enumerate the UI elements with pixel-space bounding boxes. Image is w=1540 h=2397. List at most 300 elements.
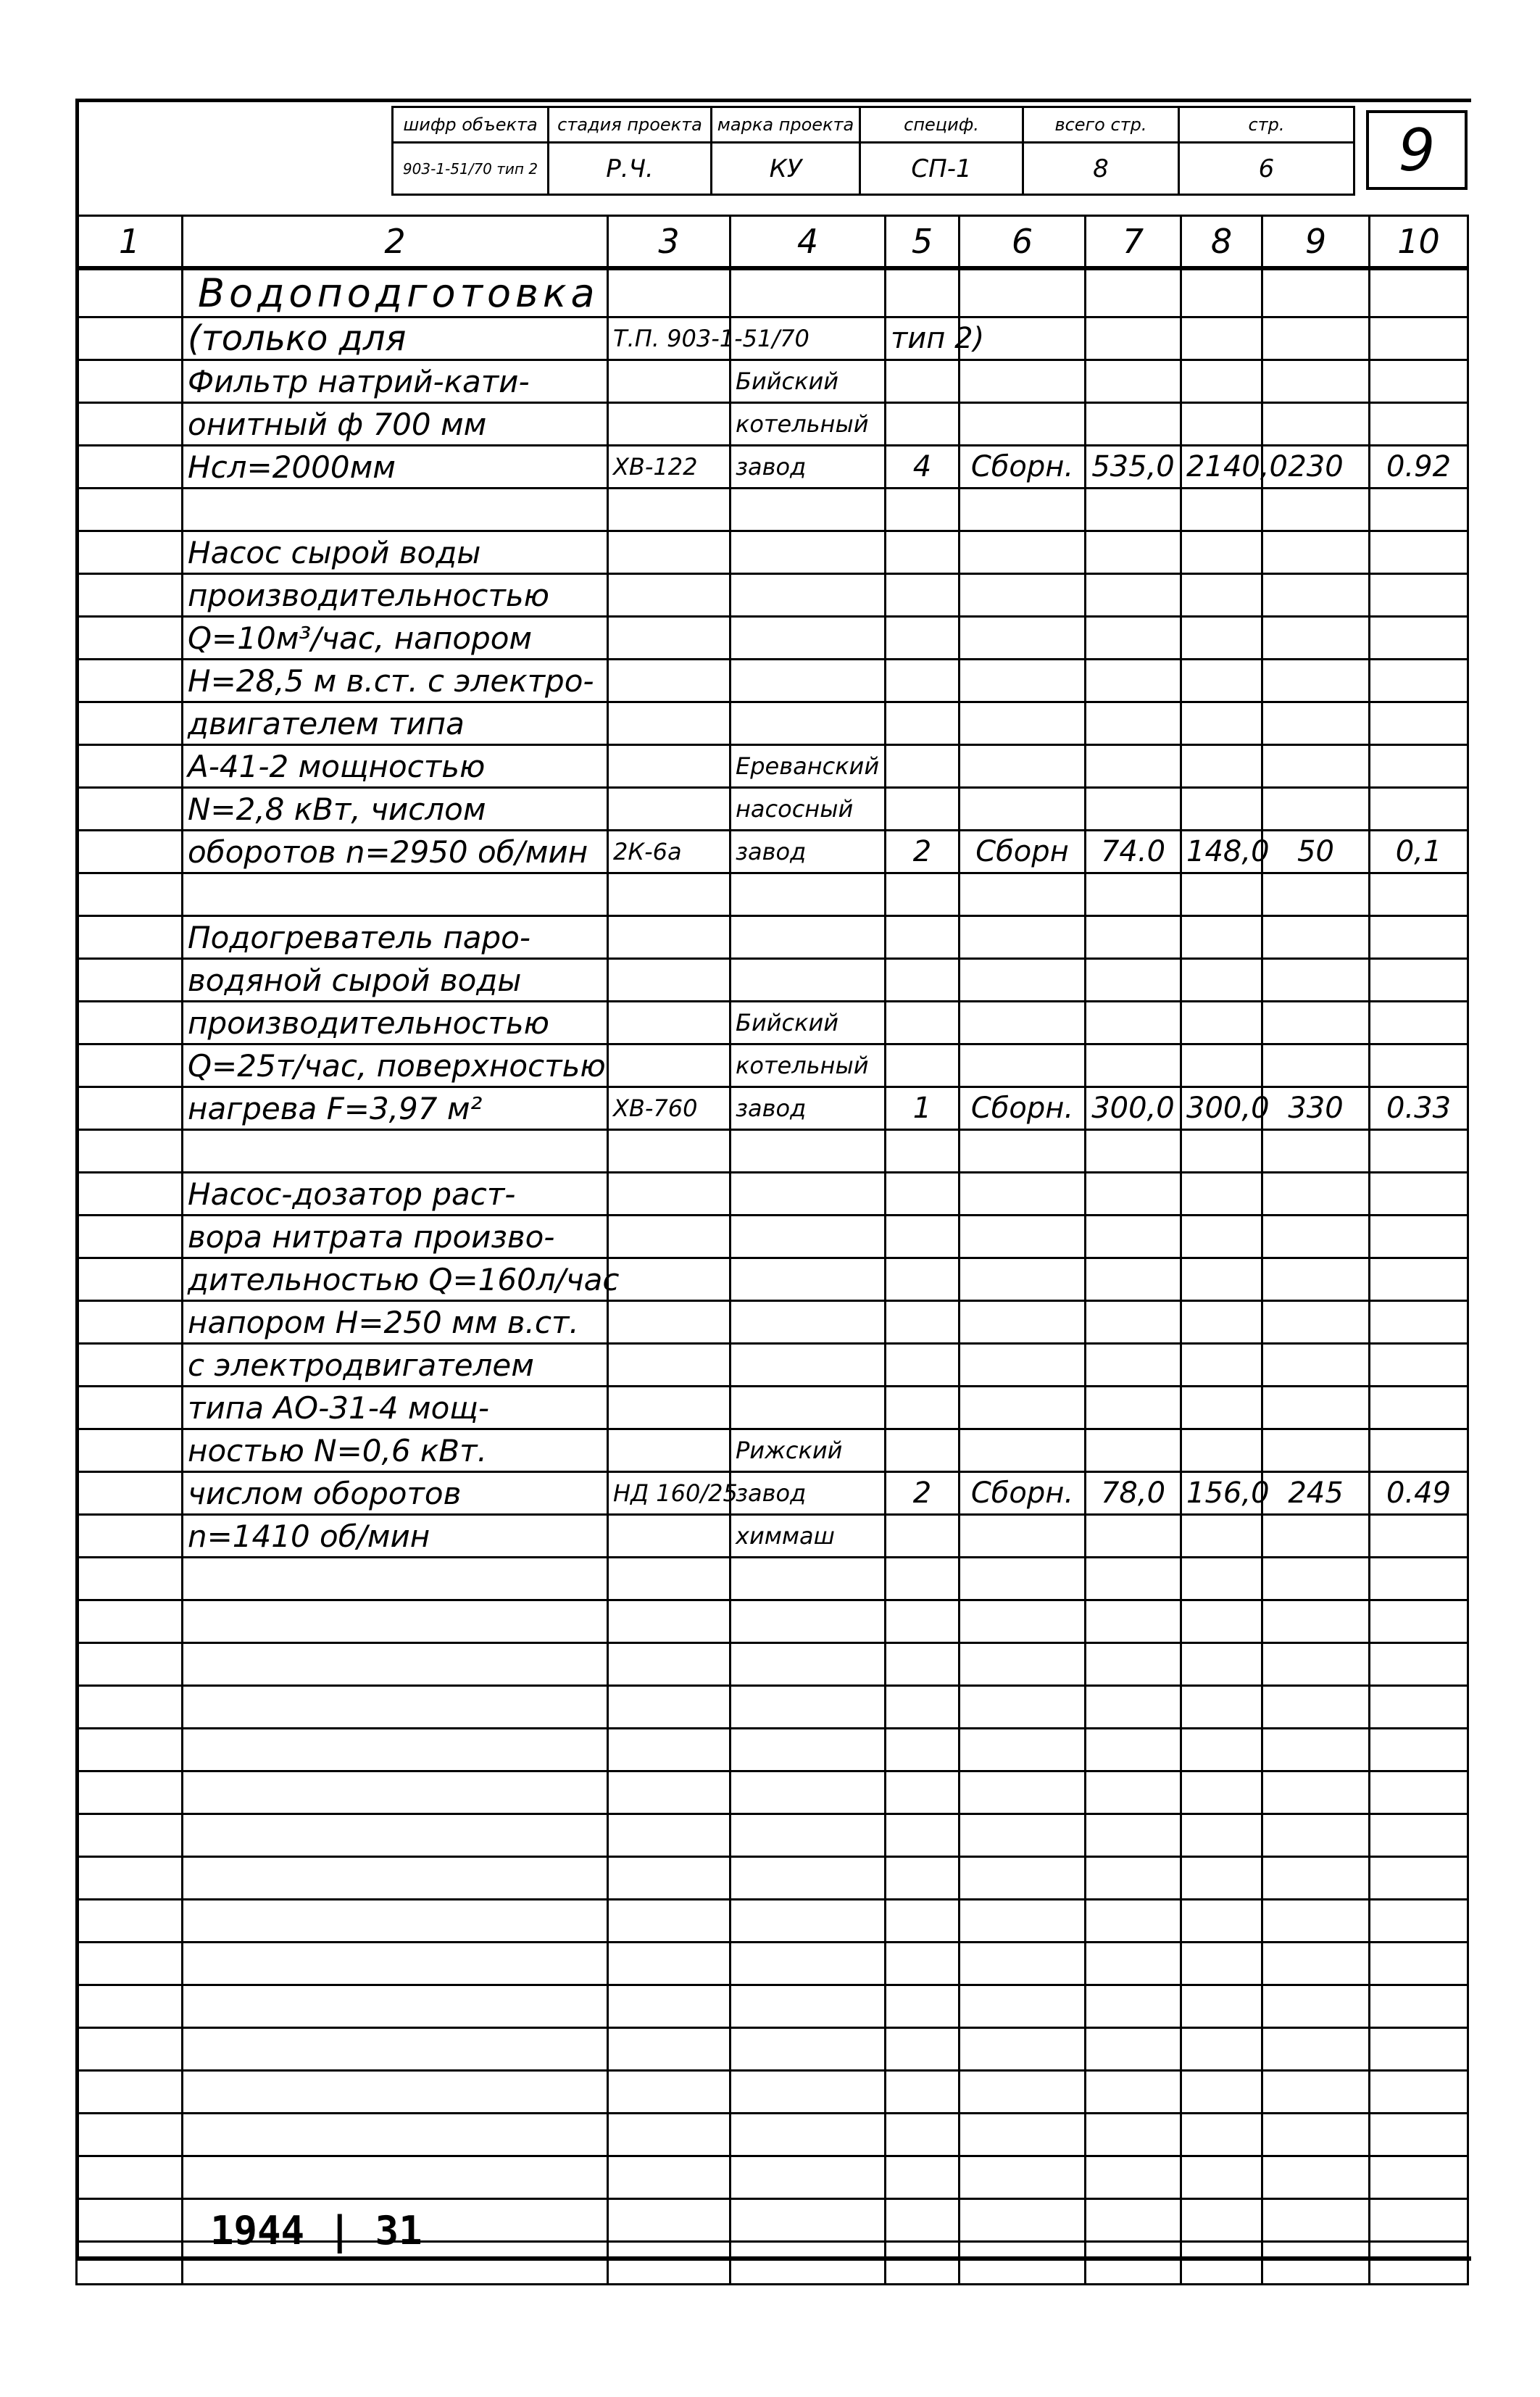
table-cell <box>1181 1173 1262 1216</box>
table-cell: оборотов n=2950 об/мин <box>183 831 608 873</box>
table-cell <box>1086 873 1181 916</box>
table-cell <box>1086 1558 1181 1600</box>
table-cell <box>1262 1002 1370 1044</box>
table-cell <box>1181 1729 1262 1771</box>
table-cell: 535,0 <box>1086 446 1181 489</box>
table-cell <box>1370 360 1468 403</box>
table-cell: 230 <box>1262 446 1370 489</box>
table-cell <box>960 1686 1086 1729</box>
table-cell <box>1086 2114 1181 2156</box>
table-cell <box>731 1643 886 1686</box>
table-cell <box>731 2242 886 2285</box>
table-cell <box>1370 1515 1468 1558</box>
table-cell <box>183 1130 608 1173</box>
table-cell <box>1262 2071 1370 2114</box>
table-cell <box>1181 1900 1262 1943</box>
table-cell: n=1410 об/мин <box>183 1515 608 1558</box>
specification-table <box>75 215 1469 2285</box>
table-cell <box>1086 574 1181 617</box>
table-cell <box>1181 1686 1262 1729</box>
table-cell <box>1181 2028 1262 2071</box>
table-cell <box>886 745 960 788</box>
table-cell <box>1262 1643 1370 1686</box>
table-cell: ХВ-760 <box>608 1087 731 1130</box>
table-cell <box>1086 2242 1181 2285</box>
table-cell <box>960 1002 1086 1044</box>
table-cell <box>886 1729 960 1771</box>
table-cell: Н=28,5 м в.ст. с электро- <box>183 660 608 702</box>
table-cell <box>77 1344 183 1387</box>
table-cell: ностью N=0,6 кВт. <box>183 1429 608 1472</box>
table-cell <box>1181 317 1262 360</box>
table-cell <box>77 2199 183 2242</box>
table-cell: Насос сырой воды <box>183 531 608 574</box>
table-cell: нагрева F=3,97 м² <box>183 1087 608 1130</box>
table-cell <box>886 2114 960 2156</box>
table-cell: 300,0 <box>1181 1087 1262 1130</box>
column-header: 8 <box>1181 216 1262 269</box>
table-cell <box>1370 1173 1468 1216</box>
table-cell <box>1181 788 1262 831</box>
table-cell <box>77 1087 183 1130</box>
table-cell <box>1086 1600 1181 1643</box>
table-cell <box>77 1643 183 1686</box>
table-cell <box>1086 1643 1181 1686</box>
table-cell <box>1181 2156 1262 2199</box>
table-cell <box>1262 1771 1370 1814</box>
table-cell <box>960 1515 1086 1558</box>
table-cell <box>183 873 608 916</box>
table-cell <box>886 1301 960 1344</box>
table-cell <box>1086 745 1181 788</box>
table-row <box>77 317 1468 360</box>
table-cell <box>1262 360 1370 403</box>
table-cell <box>77 1771 183 1814</box>
table-cell <box>1370 916 1468 959</box>
table-cell <box>1262 2114 1370 2156</box>
table-cell <box>608 1258 731 1301</box>
table-row <box>77 1344 1468 1387</box>
table-cell <box>960 1857 1086 1900</box>
table-cell <box>1262 617 1370 660</box>
table-cell: (только для <box>183 317 608 360</box>
table-cell <box>1181 1002 1262 1044</box>
table-cell <box>1086 1216 1181 1258</box>
column-header: 2 <box>183 216 608 269</box>
table-cell <box>886 788 960 831</box>
table-cell <box>1181 2071 1262 2114</box>
table-cell <box>886 1771 960 1814</box>
blank-row <box>77 1857 1468 1900</box>
table-cell <box>77 2242 183 2285</box>
table-cell <box>1262 1301 1370 1344</box>
blank-row <box>77 1558 1468 1600</box>
table-cell <box>77 1216 183 1258</box>
table-cell <box>183 1857 608 1900</box>
table-cell <box>886 489 960 531</box>
table-cell: 50 <box>1262 831 1370 873</box>
table-cell <box>1181 873 1262 916</box>
table-cell <box>960 2156 1086 2199</box>
table-cell <box>960 1814 1086 1857</box>
table-cell <box>183 1814 608 1857</box>
table-cell <box>1262 1686 1370 1729</box>
table-cell <box>731 268 886 317</box>
table-cell <box>1086 1002 1181 1044</box>
table-cell <box>1262 1558 1370 1600</box>
table-cell <box>77 1472 183 1515</box>
table-cell <box>960 1429 1086 1472</box>
table-cell <box>1086 660 1181 702</box>
table-cell <box>608 959 731 1002</box>
table-cell <box>608 702 731 745</box>
table-cell <box>731 531 886 574</box>
table-cell <box>1181 660 1262 702</box>
table-cell <box>886 1943 960 1985</box>
table-cell <box>77 2028 183 2071</box>
table-cell <box>1262 1429 1370 1472</box>
table-cell <box>1262 660 1370 702</box>
table-cell <box>1086 1387 1181 1429</box>
table-cell <box>1181 1429 1262 1472</box>
table-cell <box>608 1173 731 1216</box>
table-cell <box>1262 1344 1370 1387</box>
table-cell <box>731 959 886 1002</box>
table-cell <box>77 617 183 660</box>
table-cell <box>731 2114 886 2156</box>
table-cell <box>1181 1985 1262 2028</box>
table-cell <box>731 916 886 959</box>
table-cell <box>77 1429 183 1472</box>
table-cell <box>1086 788 1181 831</box>
table-cell <box>1370 1643 1468 1686</box>
table-cell <box>1181 1344 1262 1387</box>
table-cell <box>1370 2114 1468 2156</box>
title-block <box>391 106 1355 196</box>
table-cell: 0.33 <box>1370 1087 1468 1130</box>
table-cell <box>1181 916 1262 959</box>
table-cell <box>1370 2156 1468 2199</box>
table-cell <box>731 1344 886 1387</box>
table-cell <box>731 617 886 660</box>
table-cell <box>183 1600 608 1643</box>
table-cell: двигателем типа <box>183 702 608 745</box>
table-cell <box>77 1002 183 1044</box>
table-cell <box>731 1387 886 1429</box>
table-cell <box>1370 1130 1468 1173</box>
table-cell <box>1086 403 1181 446</box>
table-cell <box>1262 1130 1370 1173</box>
table-cell <box>1370 1216 1468 1258</box>
blank-row <box>77 1729 1468 1771</box>
table-row <box>77 1515 1468 1558</box>
table-cell <box>1262 489 1370 531</box>
table-cell: А-41-2 мощностью <box>183 745 608 788</box>
table-cell <box>1181 745 1262 788</box>
table-cell <box>886 1002 960 1044</box>
table-cell <box>1086 916 1181 959</box>
table-row <box>77 360 1468 403</box>
table-cell <box>77 873 183 916</box>
table-cell <box>1262 317 1370 360</box>
table-cell <box>731 1258 886 1301</box>
table-cell: Рижский <box>731 1429 886 1472</box>
table-cell <box>1262 745 1370 788</box>
table-cell <box>1262 788 1370 831</box>
table-cell <box>886 2028 960 2071</box>
table-row <box>77 702 1468 745</box>
table-cell <box>731 873 886 916</box>
column-header: 1 <box>77 216 183 269</box>
table-cell <box>1262 2156 1370 2199</box>
table-cell: Фильтр натрий-кати- <box>183 360 608 403</box>
table-cell <box>1370 2028 1468 2071</box>
blank-row <box>77 2028 1468 2071</box>
table-cell: Q=10м³/час, напором <box>183 617 608 660</box>
table-cell: химмаш <box>731 1515 886 1558</box>
table-cell <box>608 531 731 574</box>
table-cell <box>731 1301 886 1344</box>
table-cell <box>886 1515 960 1558</box>
table-cell <box>183 2028 608 2071</box>
table-cell <box>886 1900 960 1943</box>
table-cell <box>1370 873 1468 916</box>
table-cell <box>183 1771 608 1814</box>
table-row <box>77 1002 1468 1044</box>
table-cell: Насос-дозатор раст- <box>183 1173 608 1216</box>
table-cell <box>1370 1387 1468 1429</box>
table-cell: Подогреватель паро- <box>183 916 608 959</box>
table-cell <box>960 745 1086 788</box>
table-cell <box>731 2071 886 2114</box>
table-cell <box>1262 574 1370 617</box>
table-cell <box>960 1344 1086 1387</box>
table-cell <box>1181 1216 1262 1258</box>
table-cell <box>608 1002 731 1044</box>
table-cell <box>1086 531 1181 574</box>
table-cell <box>1370 745 1468 788</box>
table-cell: 330 <box>1262 1087 1370 1130</box>
table-cell <box>1181 1258 1262 1301</box>
table-cell <box>608 1301 731 1344</box>
table-cell <box>960 1985 1086 2028</box>
table-cell <box>731 2199 886 2242</box>
table-cell <box>886 660 960 702</box>
table-cell <box>77 446 183 489</box>
table-cell <box>1181 1387 1262 1429</box>
table-cell <box>183 1985 608 2028</box>
table-cell <box>960 660 1086 702</box>
table-cell: числом оборотов <box>183 1472 608 1515</box>
table-cell <box>886 1643 960 1686</box>
table-cell <box>731 2028 886 2071</box>
table-row <box>77 1429 1468 1472</box>
table-cell <box>960 1558 1086 1600</box>
table-cell <box>1370 403 1468 446</box>
table-cell <box>77 831 183 873</box>
table-cell <box>1370 1814 1468 1857</box>
table-cell <box>1262 1900 1370 1943</box>
table-row <box>77 1173 1468 1216</box>
table-cell: 300,0 <box>1086 1087 1181 1130</box>
table-cell: с электродвигателем <box>183 1344 608 1387</box>
table-cell: Сборн <box>960 831 1086 873</box>
table-cell <box>960 959 1086 1002</box>
table-cell <box>731 1558 886 1600</box>
table-row <box>77 403 1468 446</box>
table-cell <box>1086 1044 1181 1087</box>
table-cell <box>731 1900 886 1943</box>
column-header: 4 <box>731 216 886 269</box>
table-cell <box>183 2156 608 2199</box>
table-row <box>77 1472 1468 1515</box>
table-cell <box>731 660 886 702</box>
table-cell <box>1262 268 1370 317</box>
table-cell <box>608 2114 731 2156</box>
table-row <box>77 531 1468 574</box>
page-number: 9 <box>1366 110 1468 190</box>
table-cell: вора нитрата произво- <box>183 1216 608 1258</box>
table-cell <box>608 1387 731 1429</box>
table-cell <box>1370 1857 1468 1900</box>
table-cell <box>960 617 1086 660</box>
table-cell <box>1086 1814 1181 1857</box>
table-cell: Сборн. <box>960 1087 1086 1130</box>
table-cell <box>1181 1301 1262 1344</box>
table-cell <box>960 1258 1086 1301</box>
column-header: 3 <box>608 216 731 269</box>
table-cell <box>77 702 183 745</box>
table-row <box>77 873 1468 916</box>
table-cell <box>1086 1429 1181 1472</box>
table-cell: Нсл=2000мм <box>183 446 608 489</box>
table-cell: ХВ-122 <box>608 446 731 489</box>
table-cell <box>1370 1344 1468 1387</box>
table-cell <box>1262 1814 1370 1857</box>
table-cell <box>886 1429 960 1472</box>
table-cell <box>77 1515 183 1558</box>
table-cell <box>1370 617 1468 660</box>
blank-row <box>77 1985 1468 2028</box>
table-cell <box>886 1173 960 1216</box>
table-cell: Q=25т/час, поверхностью <box>183 1044 608 1087</box>
table-cell <box>1370 1943 1468 1985</box>
table-cell <box>77 2114 183 2156</box>
table-cell <box>1370 574 1468 617</box>
table-cell <box>608 1900 731 1943</box>
table-cell <box>77 1729 183 1771</box>
table-cell: 2140,0 <box>1181 446 1262 489</box>
table-cell <box>1086 2028 1181 2071</box>
table-cell <box>960 1771 1086 1814</box>
table-cell <box>1262 1216 1370 1258</box>
table-cell: N=2,8 кВт, числом <box>183 788 608 831</box>
table-cell <box>1181 360 1262 403</box>
table-cell <box>608 2071 731 2114</box>
table-cell <box>886 2156 960 2199</box>
stamp-total-pages: 8 <box>1023 143 1179 195</box>
table-cell <box>886 531 960 574</box>
table-cell <box>1086 2199 1181 2242</box>
table-cell <box>731 1814 886 1857</box>
stamp-header-page: стр. <box>1179 107 1354 143</box>
stamp-object-code: 903-1-51/70 тип 2 <box>393 143 549 195</box>
table-cell: завод <box>731 1087 886 1130</box>
table-cell <box>608 1686 731 1729</box>
blank-row <box>77 2114 1468 2156</box>
table-cell <box>960 2071 1086 2114</box>
table-cell <box>77 2156 183 2199</box>
table-cell <box>1086 1900 1181 1943</box>
table-cell <box>960 873 1086 916</box>
table-cell <box>886 403 960 446</box>
table-cell <box>77 788 183 831</box>
table-cell <box>608 2156 731 2199</box>
table-cell <box>77 1985 183 2028</box>
table-cell <box>886 702 960 745</box>
table-row <box>77 446 1468 489</box>
table-cell <box>731 1130 886 1173</box>
table-cell <box>608 403 731 446</box>
table-cell <box>1262 2199 1370 2242</box>
table-cell <box>1262 702 1370 745</box>
table-cell: 0.92 <box>1370 446 1468 489</box>
table-cell <box>608 2199 731 2242</box>
table-cell: 0.49 <box>1370 1472 1468 1515</box>
table-cell <box>1262 916 1370 959</box>
table-cell <box>1370 1558 1468 1600</box>
table-cell <box>77 1130 183 1173</box>
blank-row <box>77 1900 1468 1943</box>
table-cell <box>886 2071 960 2114</box>
table-cell <box>1370 1729 1468 1771</box>
blank-row <box>77 1943 1468 1985</box>
table-cell <box>1262 1258 1370 1301</box>
stamp-mark: КУ <box>712 143 860 195</box>
table-cell <box>1262 1515 1370 1558</box>
table-cell <box>77 531 183 574</box>
table-cell <box>886 1600 960 1643</box>
table-cell: завод <box>731 831 886 873</box>
table-cell <box>886 1387 960 1429</box>
table-cell <box>608 2028 731 2071</box>
table-cell <box>183 2114 608 2156</box>
table-cell <box>1181 2242 1262 2285</box>
table-cell <box>1181 617 1262 660</box>
table-cell <box>960 403 1086 446</box>
column-header: 7 <box>1086 216 1181 269</box>
table-cell <box>731 2156 886 2199</box>
table-cell <box>960 1729 1086 1771</box>
table-cell <box>1181 1600 1262 1643</box>
table-row <box>77 617 1468 660</box>
table-cell <box>1181 531 1262 574</box>
table-cell <box>1370 2242 1468 2285</box>
table-cell <box>960 1130 1086 1173</box>
table-cell <box>886 1258 960 1301</box>
stamp-spec: СП-1 <box>860 143 1023 195</box>
stamp-stage: Р.Ч. <box>549 143 712 195</box>
table-row <box>77 831 1468 873</box>
table-cell <box>886 1216 960 1258</box>
blank-row <box>77 2156 1468 2199</box>
table-cell <box>731 1729 886 1771</box>
table-cell <box>608 360 731 403</box>
table-cell: напором Н=250 мм в.ст. <box>183 1301 608 1344</box>
table-cell <box>1181 1814 1262 1857</box>
table-cell <box>1086 959 1181 1002</box>
table-cell <box>886 1130 960 1173</box>
